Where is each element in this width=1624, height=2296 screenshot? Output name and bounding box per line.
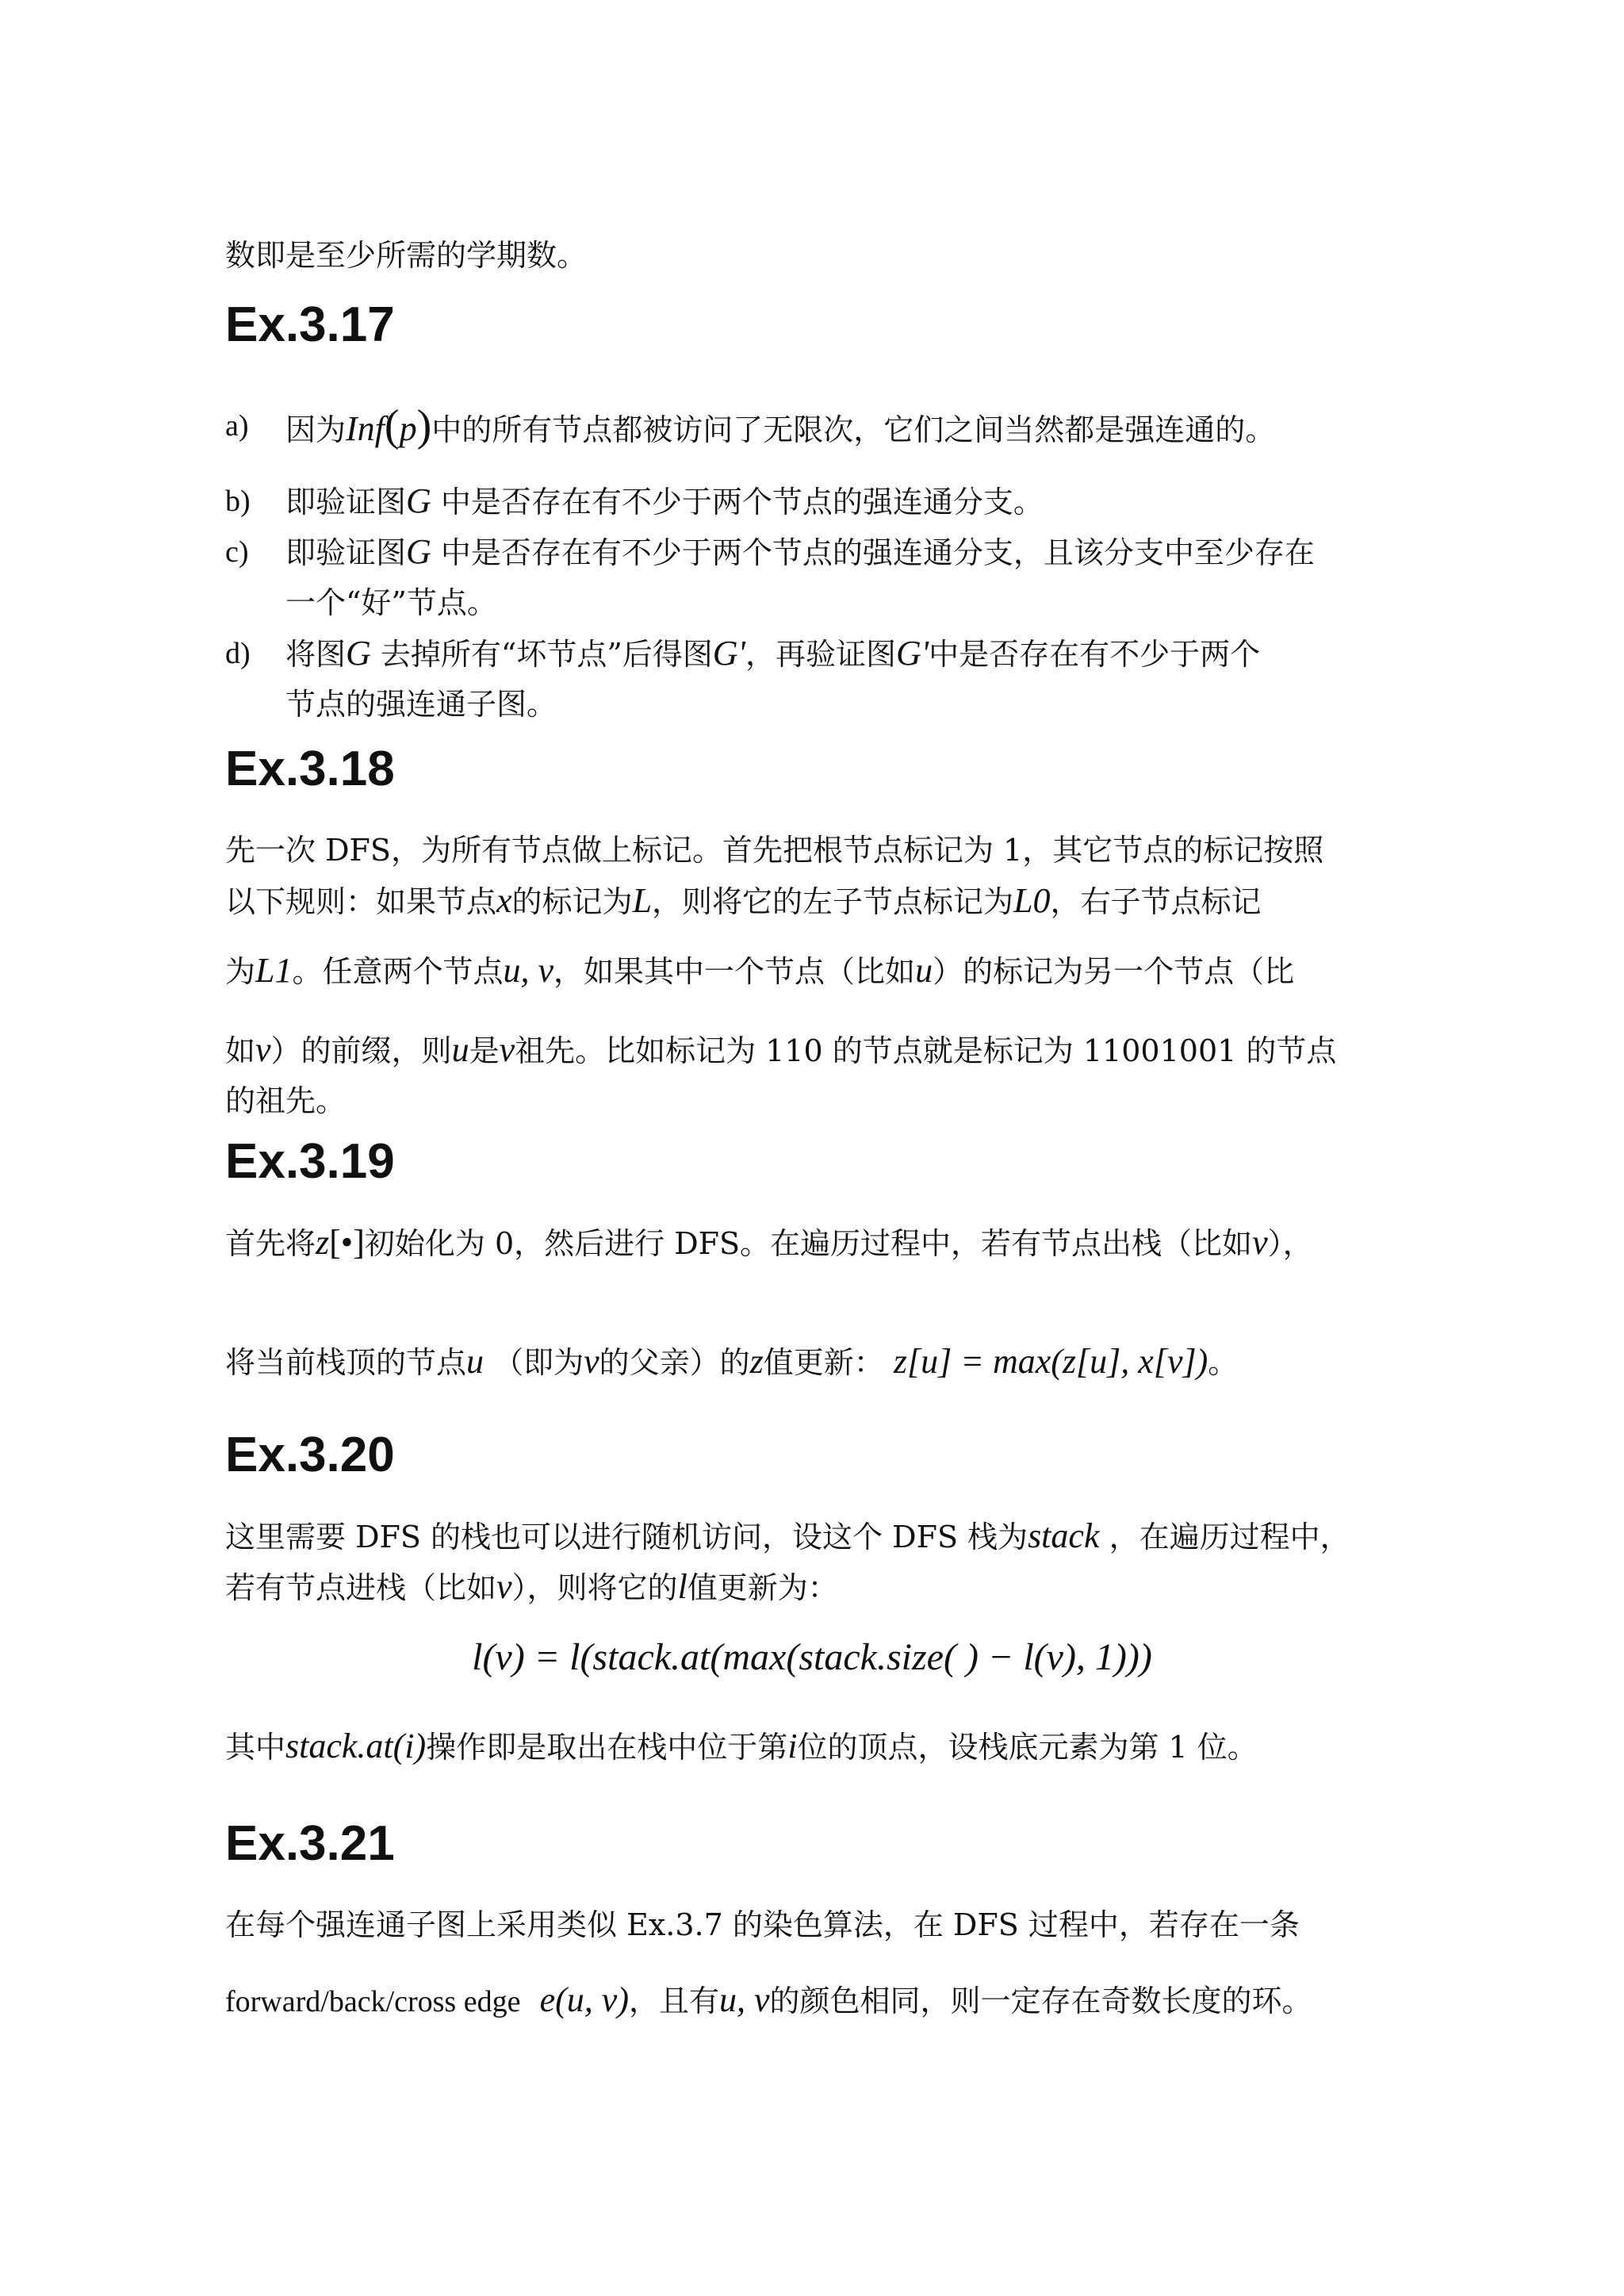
ex318-line-2: 以下规则：如果节点x的标记为L，则将它的左子节点标记为L0，右子节点标记 — [225, 881, 1262, 920]
ex319-line-1: 首先将z[•]初始化为 0，然后进行 DFS。在遍历过程中，若有节点出栈（比如v）， — [225, 1223, 1313, 1262]
math-inf: Inf — [346, 409, 385, 448]
ex320-line-2: 若有节点进栈（比如v），则将它的l值更新为： — [225, 1567, 838, 1606]
heading-ex-3-21: Ex.3.21 — [225, 1816, 395, 1871]
ex321-line-1: 在每个强连通子图上采用类似 Ex.3.7 的染色算法，在 DFS 过程中，若存在一条 — [225, 1907, 1300, 1942]
list-text-d: 将图G 去掉所有“坏节点”后得图G'，再验证图G'中是否存在有不少于两个 — [285, 634, 1261, 673]
intro-text: 数即是至少所需的学期数。 — [225, 238, 588, 273]
list-text-a: 因为Inf(p)中的所有节点都被访问了无限次，它们之间当然都是强连通的。 — [285, 401, 1276, 450]
heading-ex-3-18: Ex.3.18 — [225, 742, 395, 796]
ex320-line-1: 这里需要 DFS 的栈也可以进行随机访问，设这个 DFS 栈为stack ，在遍历过程中， — [225, 1516, 1350, 1555]
heading-ex-3-19: Ex.3.19 — [225, 1134, 395, 1189]
ex318-line-3: 为L1。任意两个节点u, v，如果其中一个节点（比如u）的标记为另一个节点（比 — [225, 951, 1295, 990]
ex318-line-5: 的祖先。 — [225, 1083, 347, 1118]
list-text-d-line2: 节点的强连通子图。 — [285, 687, 557, 722]
ex320-line-3: 其中stack.at(i)操作即是取出在栈中位于第i位的顶点，设栈底元素为第 1 位。 — [225, 1727, 1258, 1765]
ex318-line-4: 如v）的前缀，则u是v祖先。比如标记为 110 的节点就是标记为 11001001 的节点 — [225, 1030, 1337, 1069]
list-label-d: d) — [225, 637, 251, 670]
formula-l-update: l(v) = l(stack.at(max(stack.size( ) − l(v), 1))) — [472, 1636, 1152, 1678]
list-text-c-line2: 一个“好”节点。 — [285, 585, 497, 620]
math-edge: e(u, v) — [539, 1980, 629, 2019]
list-label-b: b) — [225, 485, 251, 518]
ex319-line-2: 将当前栈顶的节点u （即为v的父亲）的z值更新： z[u] = max(z[u], x[v])。 — [225, 1342, 1239, 1381]
formula-z-update: z[u] = max(z[u], x[v]) — [893, 1342, 1208, 1381]
list-label-a: a) — [225, 409, 249, 443]
list-label-c: c) — [225, 535, 249, 569]
list-text-b: 即验证图G 中是否存在有不少于两个节点的强连通分支。 — [285, 481, 1044, 520]
list-text-c: 即验证图G 中是否存在有不少于两个节点的强连通分支，且该分支中至少存在 — [285, 532, 1315, 571]
heading-ex-3-17: Ex.3.17 — [225, 297, 395, 352]
ex318-line-1: 先一次 DFS，为所有节点做上标记。首先把根节点标记为 1，其它节点的标记按照 — [225, 833, 1324, 868]
ex321-line-2: forward/back/cross edge e(u, v)，且有u, v的颜色相同，则一定存在奇数长度的环。 — [225, 1980, 1312, 2019]
heading-ex-3-20: Ex.3.20 — [225, 1428, 395, 1482]
